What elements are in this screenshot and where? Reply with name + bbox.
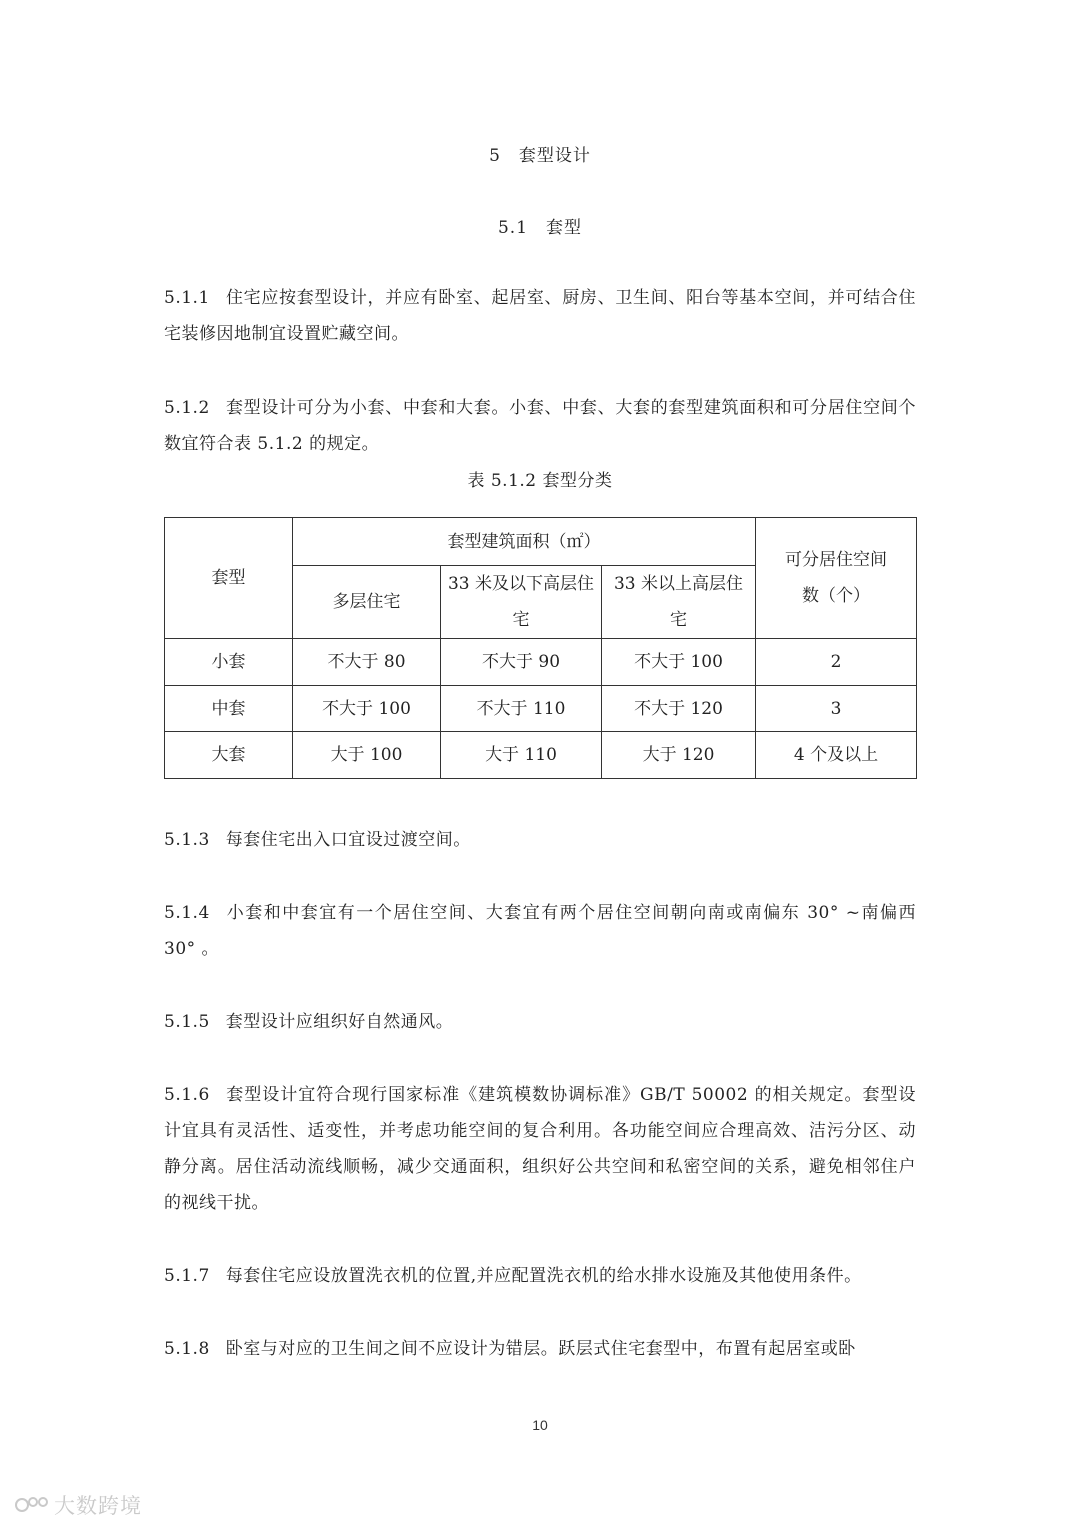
watermark-text: 大数跨境	[54, 1494, 142, 1518]
cell-area-highrise-33-below: 不大于 90	[441, 639, 602, 686]
logo-icon	[14, 1494, 50, 1516]
table-caption: 表 5.1.2 套型分类	[467, 471, 613, 491]
clause-text: 卧室与对应的卫生间之间不应设计为错层。跃层式住宅套型中，布置有起居室或卧	[225, 1339, 856, 1359]
clause-5-1-3	[164, 822, 916, 858]
cell-room-count: 3	[756, 686, 917, 732]
header-room-count: 可分居住空间数（个）	[756, 518, 917, 639]
clause-number: 5.1.2	[164, 398, 210, 418]
clause-number: 5.1.4	[164, 903, 210, 923]
clause-5-1-4	[164, 895, 916, 967]
clause-text: 每套住宅应设放置洗衣机的位置,并应配置洗衣机的给水排水设施及其他使用条件。	[225, 1266, 862, 1286]
page-number: 10	[532, 1417, 548, 1433]
cell-area-multistorey: 不大于 100	[293, 686, 441, 732]
table-row	[165, 732, 917, 779]
header-area-multistorey: 多层住宅	[293, 566, 441, 639]
header-unit-type: 套型	[165, 518, 293, 639]
cell-type: 大套	[165, 732, 293, 779]
clause-5-1-7	[164, 1258, 916, 1294]
clause-5-1-8	[164, 1331, 916, 1367]
clause-number: 5.1.1	[164, 288, 210, 308]
table-header-row	[165, 518, 917, 566]
header-area-group: 套型建筑面积（㎡）	[293, 518, 756, 566]
cell-area-highrise-33-above: 大于 120	[602, 732, 756, 779]
clause-5-1-5	[164, 1004, 916, 1040]
section-heading	[0, 141, 1080, 166]
watermark	[14, 1490, 142, 1520]
cell-room-count: 2	[756, 639, 917, 686]
clause-5-1-2	[164, 390, 916, 462]
cell-area-highrise-33-above: 不大于 120	[602, 686, 756, 732]
clause-text: 套型设计应组织好自然通风。	[225, 1012, 454, 1032]
clause-text: 住宅应按套型设计，并应有卧室、起居室、厨房、卫生间、阳台等基本空间，并可结合住宅装修因地制宜设置贮藏空间。	[164, 288, 916, 344]
cell-type: 中套	[165, 686, 293, 732]
subsection-title: 套型	[546, 218, 583, 238]
table-row	[165, 686, 917, 732]
cell-room-count: 4 个及以上	[756, 732, 917, 779]
unit-type-table	[164, 517, 917, 779]
clause-text: 小套和中套宜有一个居住空间、大套宜有两个居住空间朝向南或南偏东 30° ~南偏西 30° 。	[164, 903, 916, 959]
clause-text: 每套住宅出入口宜设过渡空间。	[225, 830, 471, 850]
subsection-number: 5.1	[497, 218, 529, 238]
clause-5-1-1	[164, 280, 916, 352]
clause-number: 5.1.5	[164, 1012, 210, 1032]
cell-area-multistorey: 大于 100	[293, 732, 441, 779]
cell-type: 小套	[165, 639, 293, 686]
cell-area-multistorey: 不大于 80	[293, 639, 441, 686]
clause-number: 5.1.7	[164, 1266, 210, 1286]
cell-area-highrise-33-below: 大于 110	[441, 732, 602, 779]
section-number: 5	[489, 146, 501, 166]
clause-text: 套型设计宜符合现行国家标准《建筑模数协调标准》GB/T 50002 的相关规定。套型设计宜具有灵活性、适变性，并考虑功能空间的复合利用。各功能空间应合理高效、洁污分区、动静分离。居住活动流线顺畅，减少交通面积，组织好公共空间和私密空间的关系，避免相邻住户的视线干扰。	[164, 1085, 916, 1213]
clause-number: 5.1.3	[164, 830, 210, 850]
cell-area-highrise-33-above: 不大于 100	[602, 639, 756, 686]
section-title: 套型设计	[518, 146, 591, 166]
cell-area-highrise-33-below: 不大于 110	[441, 686, 602, 732]
clause-5-1-6	[164, 1077, 916, 1221]
header-area-highrise-33-above: 33 米以上高层住宅	[602, 566, 756, 639]
header-area-highrise-33-below: 33 米及以下高层住宅	[441, 566, 602, 639]
clause-text: 套型设计可分为小套、中套和大套。小套、中套、大套的套型建筑面积和可分居住空间个数宜符合表 5.1.2 的规定。	[164, 398, 916, 454]
table-row	[165, 639, 917, 686]
clause-number: 5.1.8	[164, 1339, 210, 1359]
clause-number: 5.1.6	[164, 1085, 210, 1105]
subsection-heading	[0, 213, 1080, 238]
